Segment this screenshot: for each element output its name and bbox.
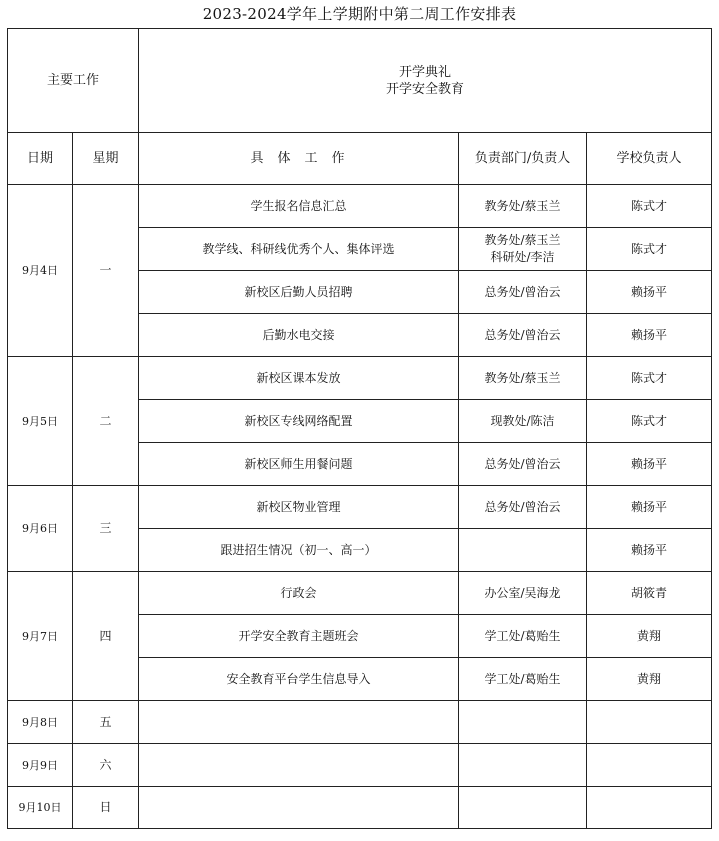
date-cell: 9月9日 bbox=[8, 744, 73, 787]
header-task: 具体工作 bbox=[139, 133, 459, 185]
dept-cell bbox=[459, 529, 587, 572]
dept-cell bbox=[459, 228, 587, 271]
dept-cell bbox=[459, 400, 587, 443]
page-title: 2023-2024学年上学期附中第二周工作安排表 bbox=[202, 5, 517, 23]
weekday-cell: 三 bbox=[73, 486, 139, 572]
header-dept: 负责部门/负责人 bbox=[459, 133, 587, 185]
dept-line: 总务处/曾治云 bbox=[484, 499, 561, 514]
dept-line: 教务处/蔡玉兰 bbox=[484, 233, 561, 247]
dept-line: 学工处/葛贻生 bbox=[484, 628, 561, 643]
school-lead-cell bbox=[587, 744, 712, 787]
task-cell bbox=[139, 744, 459, 787]
task-cell: 开学安全教育主题班会 bbox=[139, 615, 459, 658]
date-cell: 9月4日 bbox=[8, 185, 73, 357]
task-row bbox=[8, 357, 712, 400]
date-cell: 9月10日 bbox=[8, 787, 73, 829]
task-cell: 新校区物业管理 bbox=[139, 486, 459, 529]
dept-cell bbox=[459, 744, 587, 787]
dept-line: 总务处/曾治云 bbox=[484, 284, 561, 299]
dept-cell bbox=[459, 615, 587, 658]
task-cell: 学生报名信息汇总 bbox=[139, 185, 459, 228]
dept-cell bbox=[459, 271, 587, 314]
main-work-content bbox=[139, 29, 712, 133]
task-row bbox=[8, 701, 712, 744]
dept-line: 总务处/曾治云 bbox=[484, 456, 561, 471]
dept-line: 学工处/葛贻生 bbox=[484, 671, 561, 686]
date-cell: 9月5日 bbox=[8, 357, 73, 486]
task-cell: 教学线、科研线优秀个人、集体评选 bbox=[139, 228, 459, 271]
header-row bbox=[8, 133, 712, 185]
school-lead-cell: 赖扬平 bbox=[587, 529, 712, 572]
date-cell: 9月7日 bbox=[8, 572, 73, 701]
school-lead-cell: 陈式才 bbox=[587, 185, 712, 228]
task-row bbox=[8, 572, 712, 615]
task-cell: 新校区后勤人员招聘 bbox=[139, 271, 459, 314]
dept-cell bbox=[459, 314, 587, 357]
dept-cell bbox=[459, 572, 587, 615]
weekday-cell: 二 bbox=[73, 357, 139, 486]
main-work-item: 开学典礼 bbox=[399, 64, 452, 80]
dept-cell bbox=[459, 443, 587, 486]
weekday-cell: 六 bbox=[73, 744, 139, 787]
task-cell: 跟进招生情况（初一、高一） bbox=[139, 529, 459, 572]
task-row bbox=[8, 744, 712, 787]
task-cell: 安全教育平台学生信息导入 bbox=[139, 658, 459, 701]
dept-cell bbox=[459, 658, 587, 701]
main-work-label: 主要工作 bbox=[8, 29, 139, 133]
dept-line: 现教处/陈洁 bbox=[490, 413, 555, 428]
school-lead-cell: 赖扬平 bbox=[587, 486, 712, 529]
dept-cell bbox=[459, 701, 587, 744]
school-lead-cell: 赖扬平 bbox=[587, 443, 712, 486]
task-cell: 新校区专线网络配置 bbox=[139, 400, 459, 443]
header-school-lead: 学校负责人 bbox=[587, 133, 712, 185]
dept-line: 教务处/蔡玉兰 bbox=[484, 198, 561, 213]
main-work-row bbox=[8, 29, 712, 133]
dept-line: 教务处/蔡玉兰 bbox=[484, 370, 561, 385]
school-lead-cell bbox=[587, 787, 712, 829]
school-lead-cell: 陈式才 bbox=[587, 357, 712, 400]
weekday-cell: 日 bbox=[73, 787, 139, 829]
school-lead-cell: 胡筱青 bbox=[587, 572, 712, 615]
weekday-cell: 一 bbox=[73, 185, 139, 357]
task-row bbox=[8, 486, 712, 529]
dept-cell bbox=[459, 486, 587, 529]
dept-line: 科研处/李洁 bbox=[490, 250, 555, 264]
task-cell: 行政会 bbox=[139, 572, 459, 615]
dept-line: 办公室/吴海龙 bbox=[484, 585, 561, 600]
school-lead-cell: 黄翔 bbox=[587, 658, 712, 701]
school-lead-cell: 陈式才 bbox=[587, 400, 712, 443]
task-row bbox=[8, 787, 712, 829]
date-cell: 9月8日 bbox=[8, 701, 73, 744]
task-row bbox=[8, 185, 712, 228]
school-lead-cell: 赖扬平 bbox=[587, 271, 712, 314]
task-cell bbox=[139, 787, 459, 829]
task-cell: 后勤水电交接 bbox=[139, 314, 459, 357]
task-cell bbox=[139, 701, 459, 744]
school-lead-cell: 黄翔 bbox=[587, 615, 712, 658]
task-cell: 新校区师生用餐问题 bbox=[139, 443, 459, 486]
main-work-item: 开学安全教育 bbox=[386, 81, 465, 97]
weekday-cell: 五 bbox=[73, 701, 139, 744]
dept-cell bbox=[459, 787, 587, 829]
dept-line: 总务处/曾治云 bbox=[484, 327, 561, 342]
schedule-table bbox=[7, 28, 712, 829]
date-cell: 9月6日 bbox=[8, 486, 73, 572]
dept-cell bbox=[459, 185, 587, 228]
weekday-cell: 四 bbox=[73, 572, 139, 701]
task-cell: 新校区课本发放 bbox=[139, 357, 459, 400]
school-lead-cell: 赖扬平 bbox=[587, 314, 712, 357]
school-lead-cell bbox=[587, 701, 712, 744]
dept-cell bbox=[459, 357, 587, 400]
header-date: 日期 bbox=[8, 133, 73, 185]
header-weekday: 星期 bbox=[73, 133, 139, 185]
school-lead-cell: 陈式才 bbox=[587, 228, 712, 271]
